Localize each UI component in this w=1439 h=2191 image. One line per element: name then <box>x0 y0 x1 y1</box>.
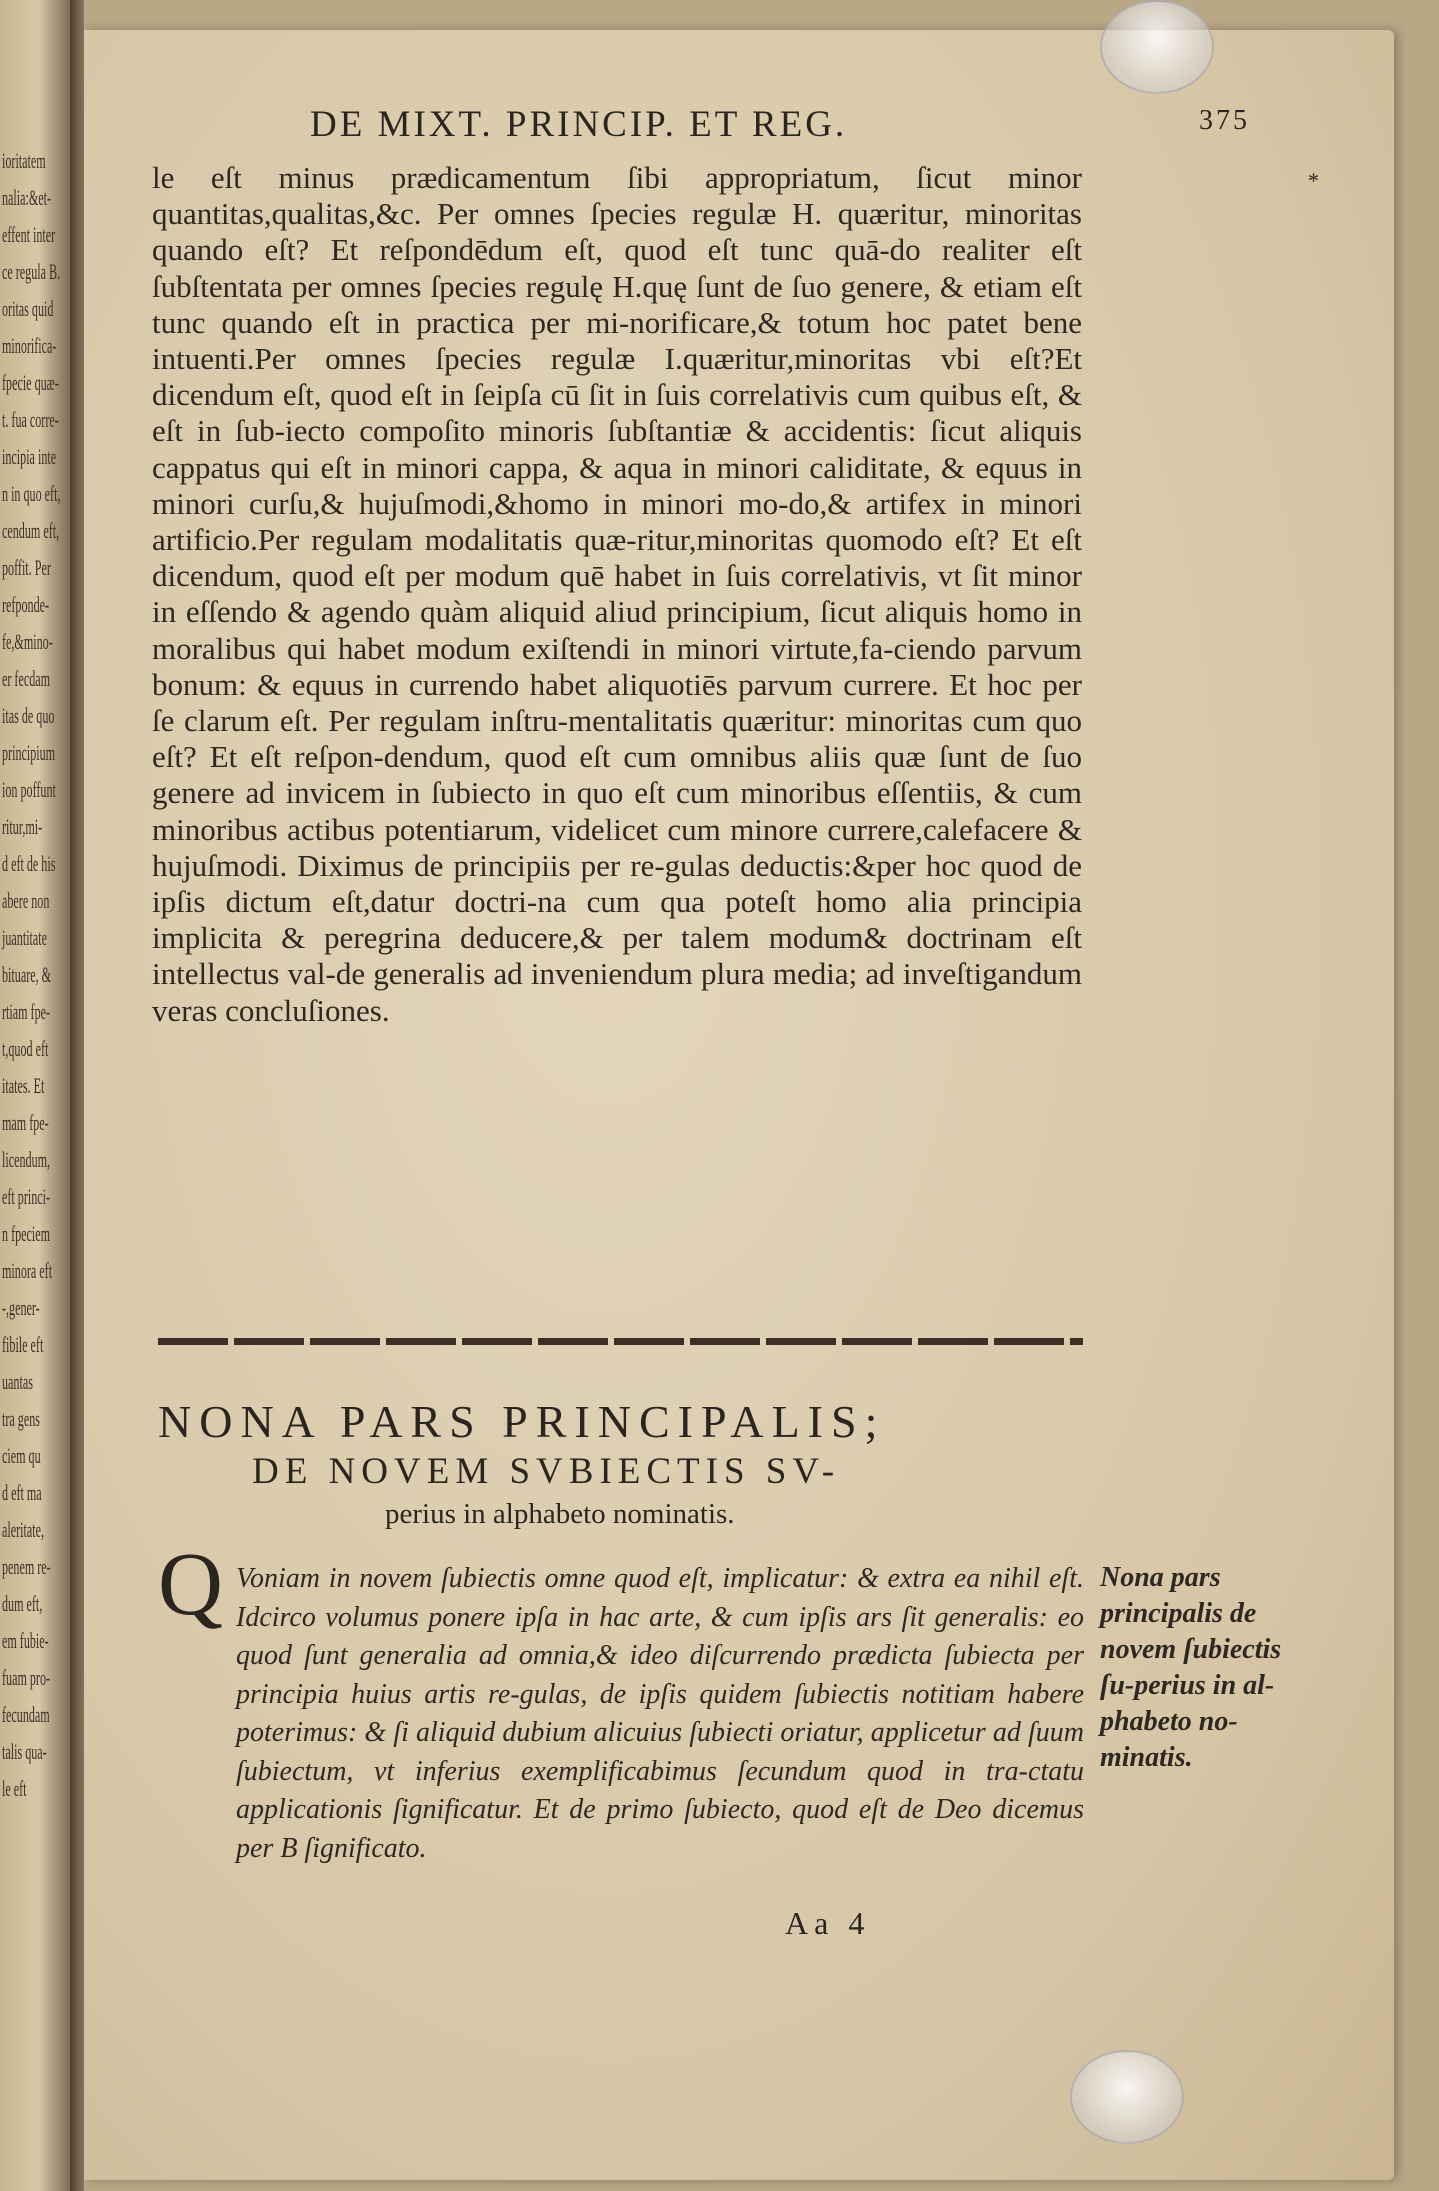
signature-mark: Aa 4 <box>785 1905 871 1941</box>
facing-page-fragment: em fubie- <box>2 1628 49 1653</box>
facing-page-fragment: er fecdam <box>2 666 51 691</box>
facing-page-fragment: licendum, <box>2 1147 51 1172</box>
facing-page-fragment: talis qua- <box>2 1739 47 1764</box>
facing-page-fragment: ioritatem <box>2 148 46 173</box>
facing-page-fragment: fecundam <box>2 1702 50 1727</box>
section-subtitle-2: perius in alphabeto nominatis. <box>385 1498 735 1530</box>
facing-page-fragment: poffit. Per <box>2 555 51 580</box>
facing-page-fragment: ciem qu <box>2 1443 41 1468</box>
facing-page-fragment: fibile eft <box>2 1332 44 1357</box>
page-clip-top <box>1100 0 1214 94</box>
page-clip-bottom <box>1070 2050 1184 2144</box>
facing-page-fragment: ce regula B. <box>2 259 61 284</box>
facing-page-fragment: nalia:&et- <box>2 185 52 210</box>
facing-page-fragment: n fpeciem <box>2 1221 51 1246</box>
facing-page-fragment: ion poffunt <box>2 777 56 802</box>
body-paragraph: le eſt minus prædicamentum ſibi appropriatum, ſicut minor quantitas,qualitas,&c. Per omnes ſpecies regulæ H. quæritur, minoritas quando eſt? Et reſpondēdum eſt, quod eſt tunc quā-do realiter eſt ſubſtentata per omnes ſpecies regulę H.quę ſunt de ſuo genere, & etiam eſt tunc quando eſt in practica per mi-norificare,& totum hoc patet bene intuenti.Per omnes ſpecies regulæ I.quæritur,minoritas vbi eſt?Et dicendum eſt, quod eſt in ſeipſa cū ſit in ſuis correlativis cum quibus eſt, & eſt in ſub-iecto compoſito minoris ſubſtantiæ & accidentis: ſicut aliquis cappatus qui eſt in minori cappa, & aqua in minori caliditate, & equus in minori curſu,& hujuſmodi,&homo in minori mo-do,& artifex in minori artificio.Per regulam modalitatis quæ-ritur,minoritas quomodo eſt? Et eſt dicendum, quod eſt per modum quē habet in ſuis correlativis, vt ſit minor in eſſendo & agendo quàm aliquid aliud principium, ſicut aliquis homo in moralibus qui habet modum exiſtendi in minori virtute,fa-ciendo parvum bonum: & equus in currendo habet aliquotiēs parvum currere. Et hoc per ſe clarum eſt. Per regulam inſtru-mentalitatis quæritur: minoritas cum quo eſt? Et eſt reſpon-dendum, quod eſt cum omnibus aliis quæ ſunt de ſuo genere ad invicem in ſubiecto in quo eſt cum minoribus eſſentiis, & cum minoribus actibus potentiarum, videlicet cum minore currere,calefacere & hujuſmodi. Diximus de principiis per re-gulas deductis:&per hoc quod de ipſis dictum eſt,datur doctri-na cum qua poteſt homo alia principia implicita & peregrina deducere,& per talem modum& doctrinam eſt intellectus val-de generalis ad inveniendum plura media; ad inveſtigandum veras concluſiones. <box>152 160 1082 1028</box>
body-text <box>152 160 1082 1029</box>
section-rule <box>158 1338 1083 1345</box>
facing-page-fragment: le eft <box>2 1776 27 1801</box>
book-gutter <box>70 0 84 2191</box>
facing-page-fragment: itates. Et <box>2 1073 45 1098</box>
facing-page-fragment: incipia inte <box>2 444 57 469</box>
facing-page-fragment: -,gener- <box>2 1295 40 1320</box>
facing-page-fragment: bituare, & <box>2 962 52 987</box>
facing-page-fragment: n in quo eft, <box>2 481 61 506</box>
facing-page-fragment: dum eft, <box>2 1591 43 1616</box>
facing-page-fragment: ritur,mi- <box>2 814 43 839</box>
facing-page-fragment: fpecie quæ- <box>2 370 59 395</box>
running-title: DE MIXT. PRINCIP. ET REG. <box>310 104 848 145</box>
facing-page-fragment: oritas quid <box>2 296 54 321</box>
facing-page-fragment: d eft de his <box>2 851 56 876</box>
facing-page-fragment: minora eft <box>2 1258 53 1283</box>
facing-page-fragment: tra gens <box>2 1406 40 1431</box>
facing-page-fragment: itas de quo <box>2 703 55 728</box>
section-text: Voniam in novem ſubiectis omne quod eſt, implicatur: & extra ea nihil eſt. Idcirco volumus ponere ipſa in hac arte, & cum ipſis ars ſit generalis: eo quod ſunt generalia ad omnia,& ideo diſcurrendo prædicta ſubiecta per principia huius artis re-gulas, de ipſis quidem ſubiectis notitiam habere poterimus: & ſi aliquid dubium alicuius ſubiecti oriatur, applicetur ad ſuum ſubiectum, vt inferius exemplificabimus ſecundum quod in tra-ctatu applicationis ſignificatur. Et de primo ſubiecto, quod eſt de Deo dicemus per B ſignificato. <box>236 1563 1084 1864</box>
facing-page-fragment: fe,&mino- <box>2 629 53 654</box>
facing-page-fragment: rtiam fpe- <box>2 999 51 1024</box>
facing-page-fragment: uantas <box>2 1369 33 1394</box>
facing-page <box>0 0 70 2191</box>
drop-initial: Q <box>158 1535 223 1634</box>
facing-page-fragment: effent inter <box>2 222 56 247</box>
facing-page-fragment: abere non <box>2 888 50 913</box>
facing-page-fragment: penem re- <box>2 1554 51 1579</box>
facing-page-fragment: fuam pro- <box>2 1665 51 1690</box>
facing-page-fragment: eft princi- <box>2 1184 51 1209</box>
section-subtitle-1: DE NOVEM SVBIECTIS SV- <box>252 1451 841 1492</box>
facing-page-fragment: mam fpe- <box>2 1110 49 1135</box>
facing-page-fragment: minorifica- <box>2 333 57 358</box>
running-header <box>310 103 1250 147</box>
facing-page-fragment: t,quod eft <box>2 1036 49 1061</box>
facing-page-fragment: t. fua corre- <box>2 407 59 432</box>
margin-mark: * <box>1308 168 1319 193</box>
facing-page-fragment: refponde- <box>2 592 50 617</box>
facing-page-fragment: d eft ma <box>2 1480 42 1505</box>
facing-page-fragment: aleritate, <box>2 1517 44 1542</box>
facing-page-fragment: cendum eft, <box>2 518 60 543</box>
margin-note: Nona pars principalis de novem ſubiectis ſu-perius in al-phabeto no-minatis. <box>1100 1562 1282 1773</box>
facing-page-fragment: principium <box>2 740 56 765</box>
folio-number: 375 <box>1199 105 1250 136</box>
section-title: NONA PARS PRINCIPALIS; <box>158 1396 886 1447</box>
facing-page-fragment: juantitate <box>2 925 48 950</box>
